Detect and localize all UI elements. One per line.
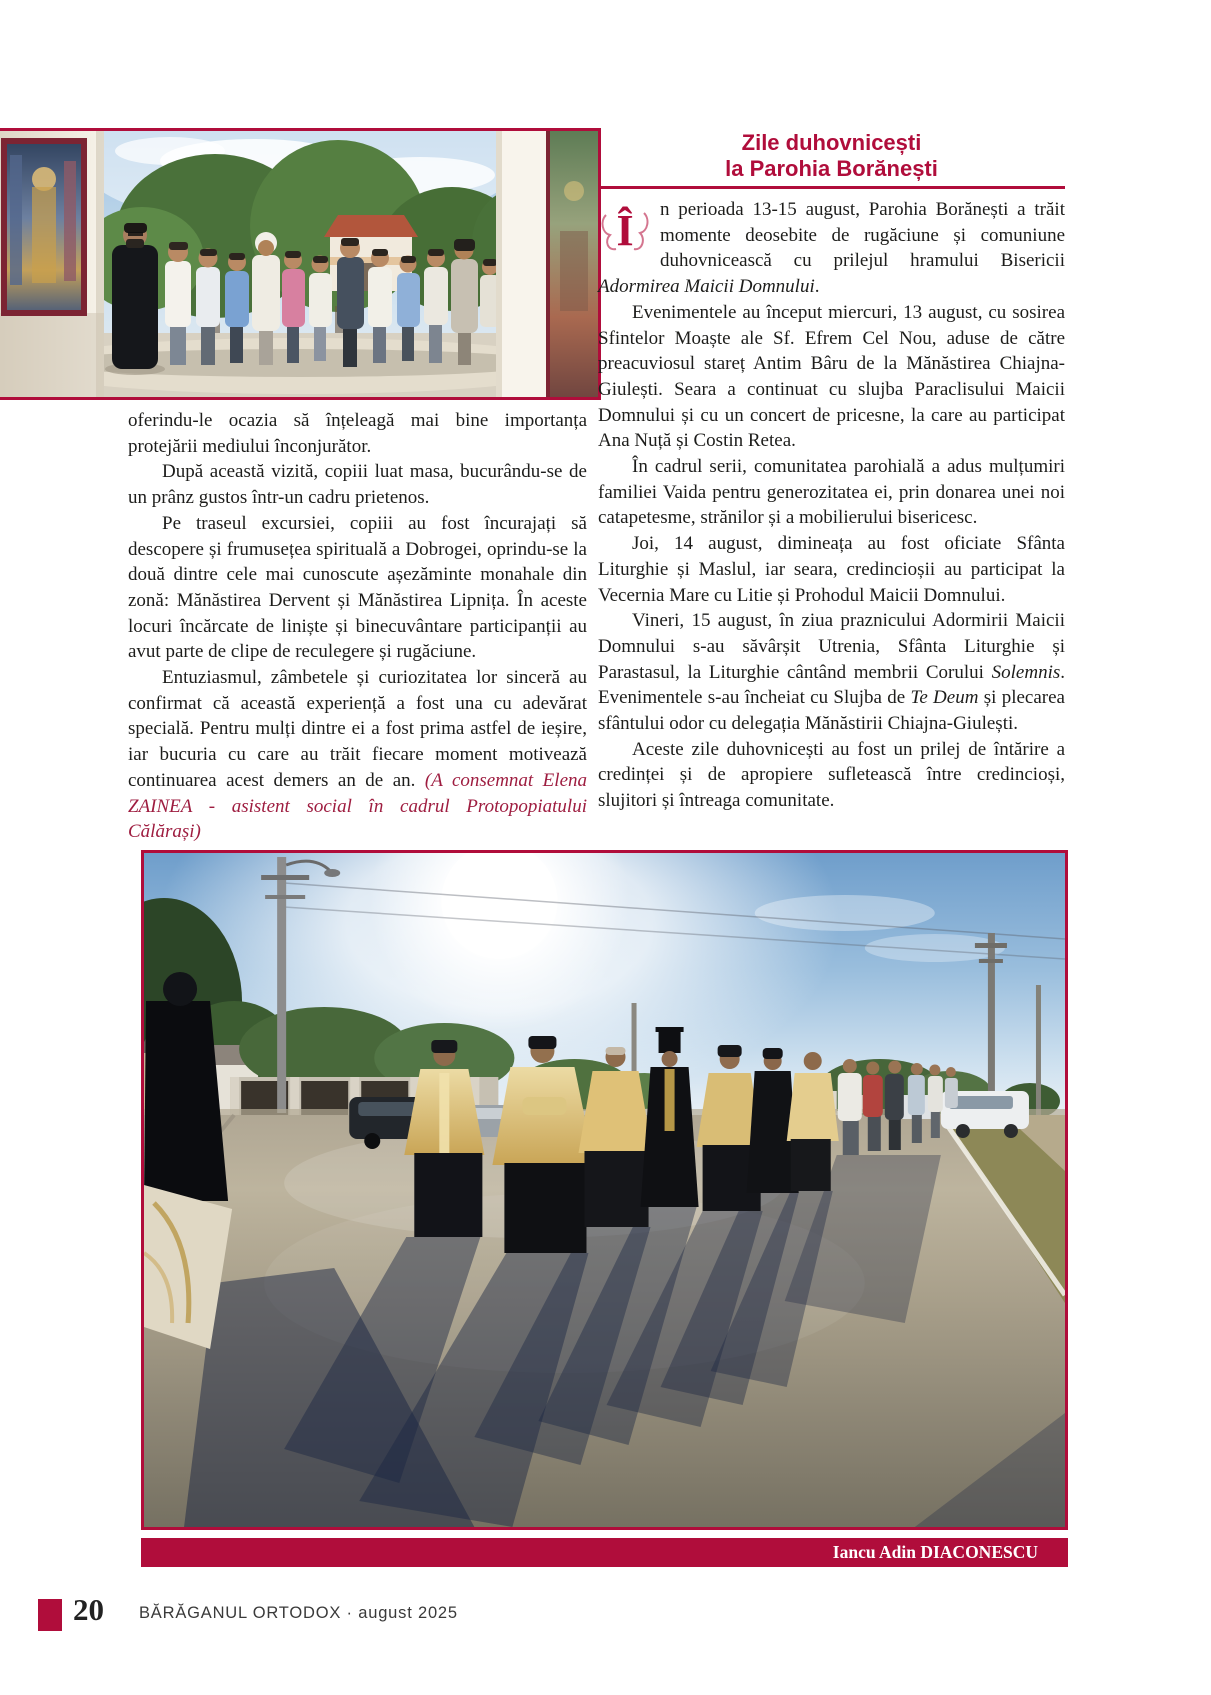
- paragraph: Joi, 14 august, dimineața au fost oficiate Sfânta Liturghie și Maslul, iar seara, credincioșii au participat la Vecernia Mare cu Litie și Prohodul Maicii Domnului.: [598, 533, 1065, 606]
- title-rule: [598, 186, 1065, 189]
- paragraph: Vineri, 15 august, în ziua praznicului Adormirii Maicii Domnului s-au săvârșit Utrenia, Sfânta Liturghie și Parastasul, la Liturghie cântând membrii Corului Solemnis. Evenimentele s-au încheiat cu Slujba de Te Deum și plecarea sfântului odor cu delegația Mănăstirii Chiajna-Giulești.: [598, 610, 1065, 735]
- paragraph: Entuziasmul, zâmbetele și curiozitatea lor sinceră au confirmat că această experiență a fost una cu adevărat specială. Pentru mulți dintre ei a fost prima astfel de ieșire, iar bucuria cu care au trăit fiecare moment motivează continuarea acest demers an de an. (A consemnat Elena ZAINEA - asistent social în cadrul Protopopiatului Călărași): [128, 667, 587, 843]
- paragraph-text: n perioada 13-15 august, Parohia Borănești a trăit momente deosebite de rugăciune și comuniune duhovnicească cu prilejul hramului Bisericii Adormirea Maicii Domnului.: [598, 199, 1065, 298]
- group-photo-scene: [0, 131, 598, 397]
- article-left-column: [128, 408, 587, 845]
- paragraph: Evenimentele au început miercuri, 13 august, cu sosirea Sfintelor Moaște ale Sf. Efrem Cel Nou, aduse de către preacuviosul stareț Antim Bâru de la Mănăstirea Chiajna-Giulești. Seara a continuat cu slujba Paraclisului Maicii Domnului și cu un concert de pricesne, la care au participat Ana Nuță și Costin Retea.: [598, 301, 1065, 452]
- article-title: [598, 130, 1065, 182]
- procession-photo: [141, 850, 1068, 1530]
- paragraph: După această vizită, copiii luat masa, bucurându-se de un prânz gustos într-un cadru prietenos.: [128, 461, 587, 509]
- paragraph: oferindu-le ocazia să înțeleagă mai bine importanța protejării mediului înconjurător.: [128, 410, 587, 457]
- paragraph: În cadrul serii, comunitatea parohială a adus mulțumiri familiei Vaida pentru generozitatea ei, prin donarea unei noi catapetesme, strănilor și a mobilierului bisericesc.: [598, 456, 1065, 529]
- footer-accent-square: [38, 1599, 62, 1631]
- procession-scene: [144, 853, 1065, 1527]
- paragraph: [598, 197, 1065, 300]
- paragraph: Aceste zile duhovnicești au fost un prilej de întărire a credinței și de apropiere sufletească între credincioși, slujitori și întreaga comunitate.: [598, 738, 1065, 812]
- photo-credit-bar: [141, 1538, 1068, 1567]
- article-right-column: [598, 130, 1065, 814]
- paragraph: Pe traseul excursiei, copiii au fost încurajați să descopere și frumusețea spirituală a Dobrogei, oprindu-se la două dintre cele mai cunoscute așezăminte monahale din zonă: Mănăstirea Dervent și Mănăstirea Lipnița. În aceste locuri încărcate de liniște și binecuvântare participanții au avut parte de clipe de reculegere și rugăciune.: [128, 512, 587, 663]
- drop-cap-ornament-icon: [598, 201, 652, 257]
- group-photo: [0, 128, 601, 400]
- drop-cap-letter: Î: [616, 206, 634, 255]
- article-title-line1: Zile duhovnicești: [741, 130, 922, 155]
- page-number: 20: [73, 1592, 104, 1627]
- photo-credit: Iancu Adin DIACONESCU: [832, 1542, 1038, 1562]
- article-title-line2: la Parohia Borănești: [725, 156, 938, 181]
- publication-line: BĂRĂGANUL ORTODOX · august 2025: [139, 1604, 458, 1622]
